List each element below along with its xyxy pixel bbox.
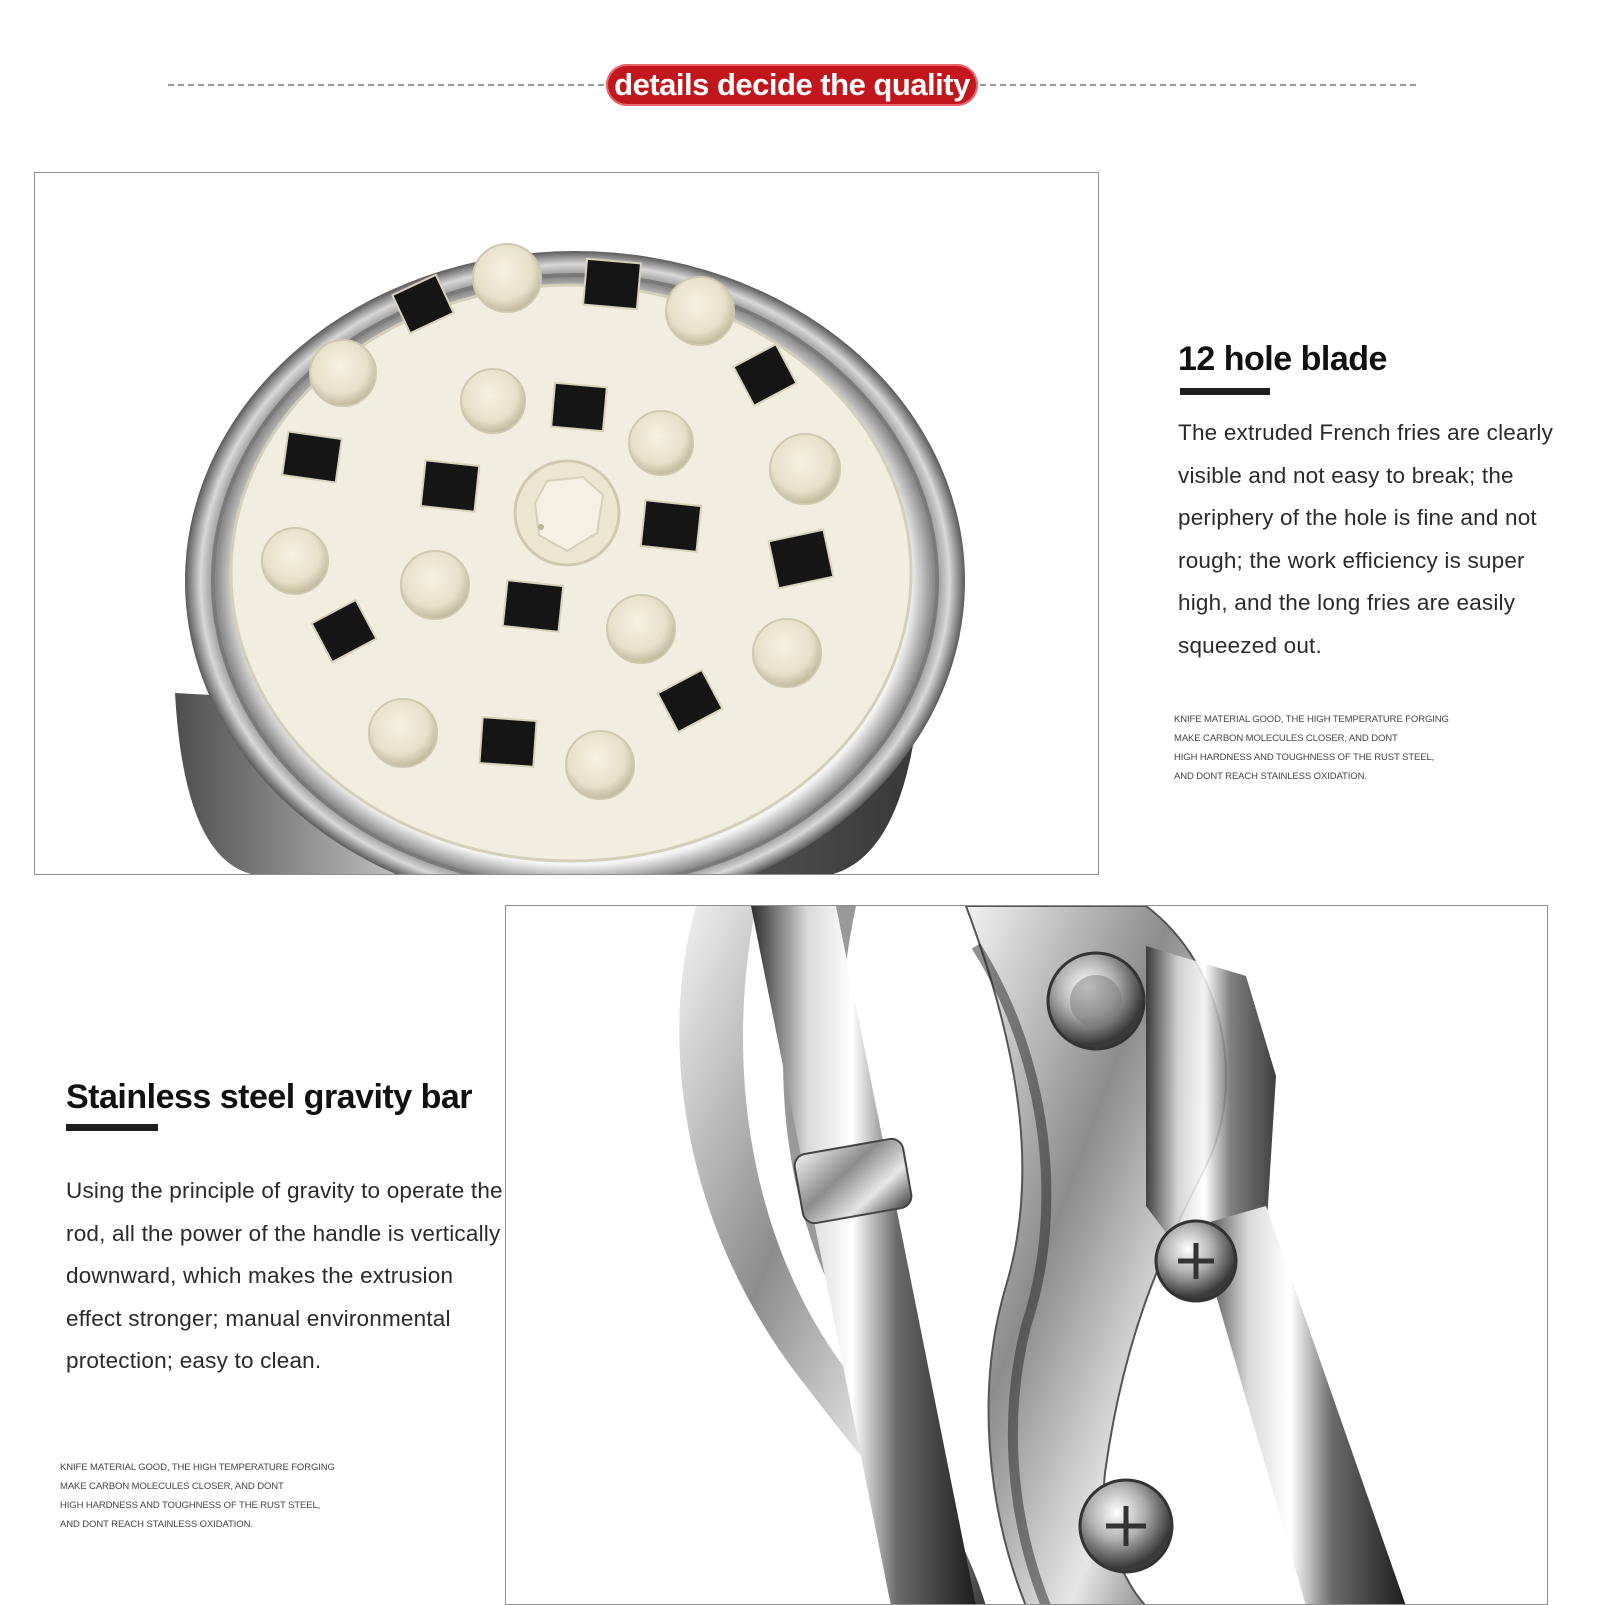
gravity-bar-photo-frame xyxy=(505,905,1548,1605)
blade-heading-underline xyxy=(1180,388,1270,395)
blade-fine-print: KNIFE MATERIAL GOOD, THE HIGH TEMPERATURE FORGING MAKE CARBON MOLECULES CLOSER, AND DONT HIGH HARDNESS AND TOUGHNESS OF THE RUST STEEL, AND DONT REACH STAINLESS OXIDATION. xyxy=(1174,714,1449,782)
blade-photo-frame xyxy=(34,172,1099,875)
gravity-bar-heading: Stainless steel gravity bar xyxy=(66,1078,473,1116)
banner-divider-left xyxy=(168,84,604,86)
banner-divider-right xyxy=(980,84,1416,86)
gravity-bar-photo xyxy=(506,906,1548,1605)
gravity-bar-description: Using the principle of gravity to operate the rod, all the power of the handle is vertically downward, which makes the extrusion effect stronger; manual environmental protection; easy to clean. xyxy=(66,1178,503,1373)
blade-description: The extruded French fries are clearly visible and not easy to break; the periphery of the hole is fine and not rough; the work efficiency is super high, and the long fries are easily squeezed out. xyxy=(1178,420,1554,658)
blade-heading: 12 hole blade xyxy=(1178,340,1387,378)
gravity-bar-heading-underline xyxy=(66,1124,158,1131)
gravity-bar-fine-print: KNIFE MATERIAL GOOD, THE HIGH TEMPERATURE FORGING MAKE CARBON MOLECULES CLOSER, AND DONT HIGH HARDNESS AND TOUGHNESS OF THE RUST STEEL, AND DONT REACH STAINLESS OXIDATION. xyxy=(60,1462,335,1530)
blade-photo xyxy=(35,173,1099,875)
banner-title: details decide the quality xyxy=(606,64,978,106)
